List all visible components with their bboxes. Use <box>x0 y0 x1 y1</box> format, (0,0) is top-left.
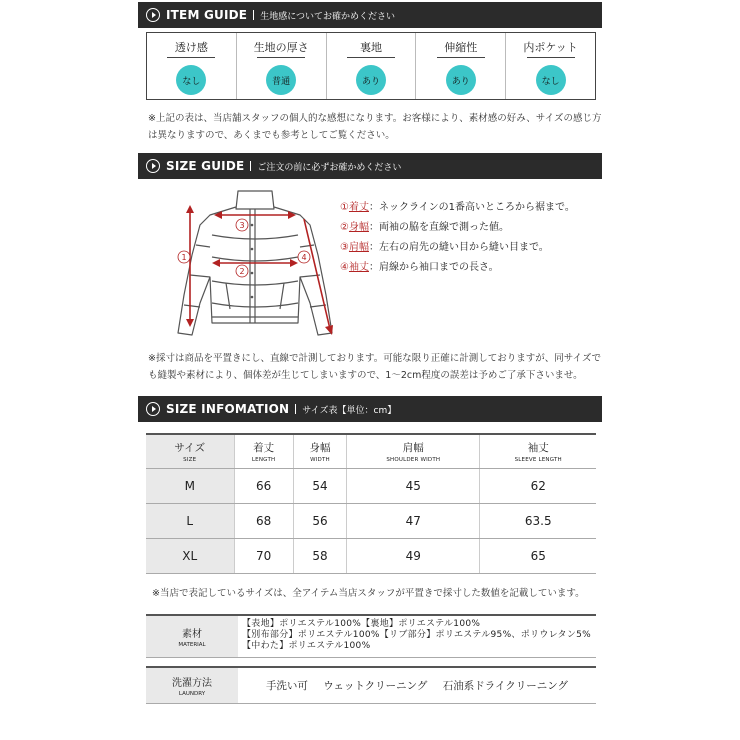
size-table <box>146 433 596 574</box>
value-cell: 68 <box>234 503 293 538</box>
guide-value-badge: 普通 <box>266 65 296 95</box>
value-cell: 70 <box>234 538 293 573</box>
material-section <box>146 614 596 658</box>
value-cell: 54 <box>293 468 346 503</box>
size-guide-subtitle: ご注文の前に必ずお確かめください <box>257 162 402 173</box>
table-row <box>146 503 596 538</box>
note-line: ※採寸は商品を平置きにし、直線で計測しております。可能な限り正確に計測しておりますが、同サイズで <box>148 353 601 364</box>
header-width: 身幅 WIDTH <box>293 434 346 468</box>
point-sleeve: ④袖丈：肩線から袖口までの長さ。 <box>340 262 499 273</box>
header-shoulder: 肩幅 SHOULDER WIDTH <box>347 434 480 468</box>
divider <box>167 57 215 58</box>
header-sleeve: 袖丈 SLEEVE LENGTH <box>480 434 596 468</box>
size-info-subtitle: サイズ表【単位：cm】 <box>302 405 397 416</box>
point-shoulder: ③肩幅：左右の肩先の縫い目から縫い目まで。 <box>340 242 549 253</box>
value-cell: 65 <box>480 538 596 573</box>
material-header: 素材 MATERIAL <box>146 616 238 657</box>
guide-cell-stretch <box>416 33 506 99</box>
size-guide-note <box>148 350 601 384</box>
note-line: も縫製や素材により、個体差が生じてしまいますので、1〜2cm程度の誤差は予めご了承下さいませ。 <box>148 370 583 381</box>
value-cell: 47 <box>347 503 480 538</box>
jacket-diagram <box>170 185 340 345</box>
guide-label: 透け感 <box>174 41 208 54</box>
measurement-points <box>340 198 575 278</box>
measure-label-2: 2 <box>239 267 245 276</box>
value-cell: 66 <box>234 468 293 503</box>
item-guide-banner <box>138 2 602 28</box>
guide-cell-inner-pocket <box>506 33 595 99</box>
divider <box>253 10 254 20</box>
measure-label-1: 1 <box>181 253 187 262</box>
size-info-banner <box>138 396 602 422</box>
measure-label-4: 4 <box>301 253 307 262</box>
divider <box>347 57 395 58</box>
play-icon <box>146 402 160 416</box>
table-row <box>146 468 596 503</box>
note-line: は異なりますので、あくまでも参考としてご覧ください。 <box>148 130 395 141</box>
header-length: 着丈 LENGTH <box>234 434 293 468</box>
guide-label: 裏地 <box>359 41 382 54</box>
item-guide-subtitle: 生地感についてお確かめください <box>260 11 396 22</box>
value-cell: 58 <box>293 538 346 573</box>
guide-value-badge: あり <box>446 65 476 95</box>
laundry-header: 洗濯方法 LAUNDRY <box>146 668 238 703</box>
size-cell: M <box>146 468 234 503</box>
guide-label: 生地の厚さ <box>253 41 309 54</box>
measure-lines <box>186 205 333 335</box>
play-icon <box>146 159 160 173</box>
material-line: 【別布部分】ポリエステル100%【リブ部分】ポリエステル95%、ポリウレタン5% <box>242 630 592 640</box>
guide-cell-thickness <box>237 33 327 99</box>
material-body <box>238 616 591 657</box>
value-cell: 45 <box>347 468 480 503</box>
size-guide-title: SIZE GUIDE <box>166 159 245 173</box>
laundry-section <box>146 666 596 704</box>
guide-cell-sheer <box>147 33 237 99</box>
item-guide-note <box>148 110 602 144</box>
divider <box>295 404 296 414</box>
note-line: ※上記の表は、当店舗スタッフの個人的な感想になります。お客様により、素材感の好み、サイズの感じ方 <box>148 113 602 124</box>
divider <box>437 57 485 58</box>
guide-value-badge: あり <box>356 65 386 95</box>
size-cell: XL <box>146 538 234 573</box>
size-info-title: SIZE INFOMATION <box>166 402 290 416</box>
guide-value-badge: なし <box>536 65 566 95</box>
divider <box>527 57 575 58</box>
size-info-note: ※当店で表記しているサイズは、全アイテム当店スタッフが平置きで採寸した数値を記載しています。 <box>152 588 585 599</box>
divider <box>250 161 251 171</box>
point-length: ①着丈：ネックラインの1番高いところから裾まで。 <box>340 202 575 213</box>
laundry-body: 手洗い可 ウェットクリーニング 石油系ドライクリーニング <box>265 680 569 692</box>
size-cell: L <box>146 503 234 538</box>
divider <box>257 57 305 58</box>
point-width: ②身幅：両袖の脇を直線で測った値。 <box>340 222 509 233</box>
value-cell: 56 <box>293 503 346 538</box>
size-guide-banner <box>138 153 602 179</box>
guide-label: 内ポケット <box>523 41 578 54</box>
measure-label-3: 3 <box>239 221 245 230</box>
material-line: 【中わた】ポリエステル100% <box>242 641 371 651</box>
guide-value-badge: なし <box>176 65 206 95</box>
material-line: 【表地】ポリエステル100%【裏地】ポリエステル100% <box>242 619 481 629</box>
item-guide-title: ITEM GUIDE <box>166 8 248 22</box>
value-cell: 63.5 <box>480 503 596 538</box>
value-cell: 62 <box>480 468 596 503</box>
item-guide-table <box>146 32 596 100</box>
jacket-collar <box>236 191 274 209</box>
play-icon <box>146 8 160 22</box>
guide-cell-lining <box>327 33 417 99</box>
size-table-header <box>146 434 596 468</box>
guide-label: 伸縮性 <box>444 41 478 54</box>
header-size: サイズ SIZE <box>146 434 234 468</box>
table-row <box>146 538 596 573</box>
value-cell: 49 <box>347 538 480 573</box>
